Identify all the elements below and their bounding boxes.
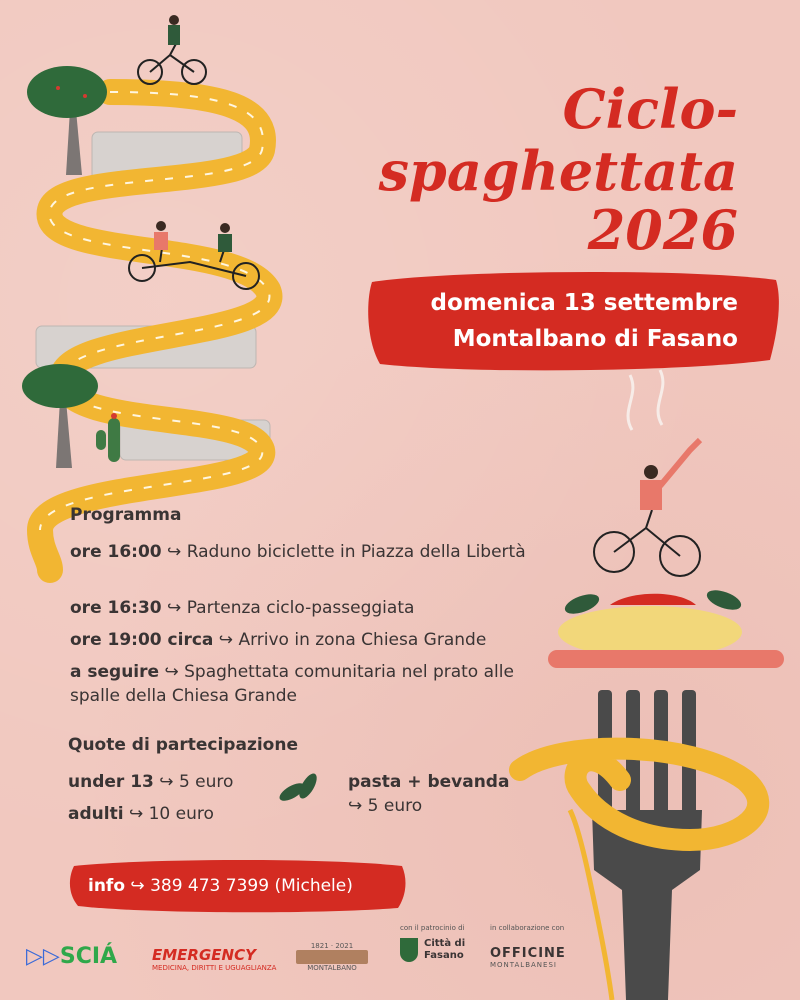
programma-item: [70, 540, 540, 564]
quote-label: adulti: [68, 804, 124, 824]
quote-pasta-value: [348, 794, 422, 818]
coat-of-arms-icon: [400, 938, 418, 962]
arrow-icon: ↪: [218, 630, 234, 650]
programma-desc: Spaghettata comunitaria nel prato alle spalle della Chiesa Grande: [70, 662, 514, 706]
programma-time: ore 19:00 circa: [70, 630, 214, 650]
info-label: info: [88, 876, 126, 896]
quote-under13: [68, 770, 233, 794]
title-line-2: spaghettata: [378, 139, 738, 203]
quote-value: 5 euro: [178, 772, 234, 792]
arrow-icon: ↪: [167, 542, 182, 562]
arrow-icon: ↪: [348, 796, 363, 816]
event-place: Montalbano di Fasano: [452, 326, 738, 352]
quote-pasta: [348, 770, 509, 794]
quote-value: 5 euro: [367, 796, 423, 816]
programma-time: ore 16:00: [70, 542, 162, 562]
officine-logo: in collaborazione con OFFICINE MONTALBANESI: [490, 924, 566, 969]
programma-item: [70, 660, 540, 708]
title-line-1: Ciclo-: [562, 77, 738, 141]
title-line-3: 2026: [587, 198, 738, 262]
scia-logo: ▷▷SCIÁ: [26, 944, 118, 969]
programma-desc: Arrivo in zona Chiesa Grande: [238, 630, 487, 650]
citta-fasano-logo: con il patrocinio di Città di Fasano: [400, 924, 466, 961]
programma-time: a seguire: [70, 662, 160, 682]
quote-heading: Quote di partecipazione: [68, 735, 298, 755]
emergency-logo: EMERGENCY MEDICINA, DIRITTI E UGUAGLIANZA: [152, 946, 277, 972]
montalbano-logo: 1821 · 2021 MONTALBANO: [296, 942, 368, 972]
info-phone[interactable]: 389 473 7399 (Michele): [150, 876, 353, 896]
quote-adulti: [68, 802, 214, 826]
quote-value: 10 euro: [148, 804, 214, 824]
programma-heading: Programma: [70, 505, 182, 525]
programma-item: [70, 628, 540, 652]
programma-item: [70, 596, 540, 620]
arrow-icon: ↪: [159, 772, 174, 792]
programma-desc: Raduno biciclette in Piazza della Libertà: [186, 542, 526, 562]
play-icon: ▷▷: [26, 944, 60, 969]
leaf-icon: [277, 771, 320, 804]
cyclist-icon: [594, 440, 700, 576]
arrow-icon: ↪: [167, 598, 182, 618]
cyclist-icon: [138, 15, 206, 84]
programma-desc: Partenza ciclo-passeggiata: [186, 598, 415, 618]
arrow-icon: ↪: [130, 876, 145, 896]
programma-time: ore 16:30: [70, 598, 162, 618]
arrow-icon: ↪: [164, 662, 179, 682]
date-banner-shape: [368, 272, 779, 370]
church-icon: [296, 950, 368, 964]
steam-icon: [628, 370, 663, 430]
info-line: [88, 876, 353, 896]
arrow-icon: ↪: [128, 804, 144, 824]
plate-icon: [548, 586, 784, 668]
quote-label: under 13: [68, 772, 154, 792]
quote-label: pasta + bevanda: [348, 772, 510, 792]
event-date: domenica 13 settembre: [430, 290, 738, 316]
